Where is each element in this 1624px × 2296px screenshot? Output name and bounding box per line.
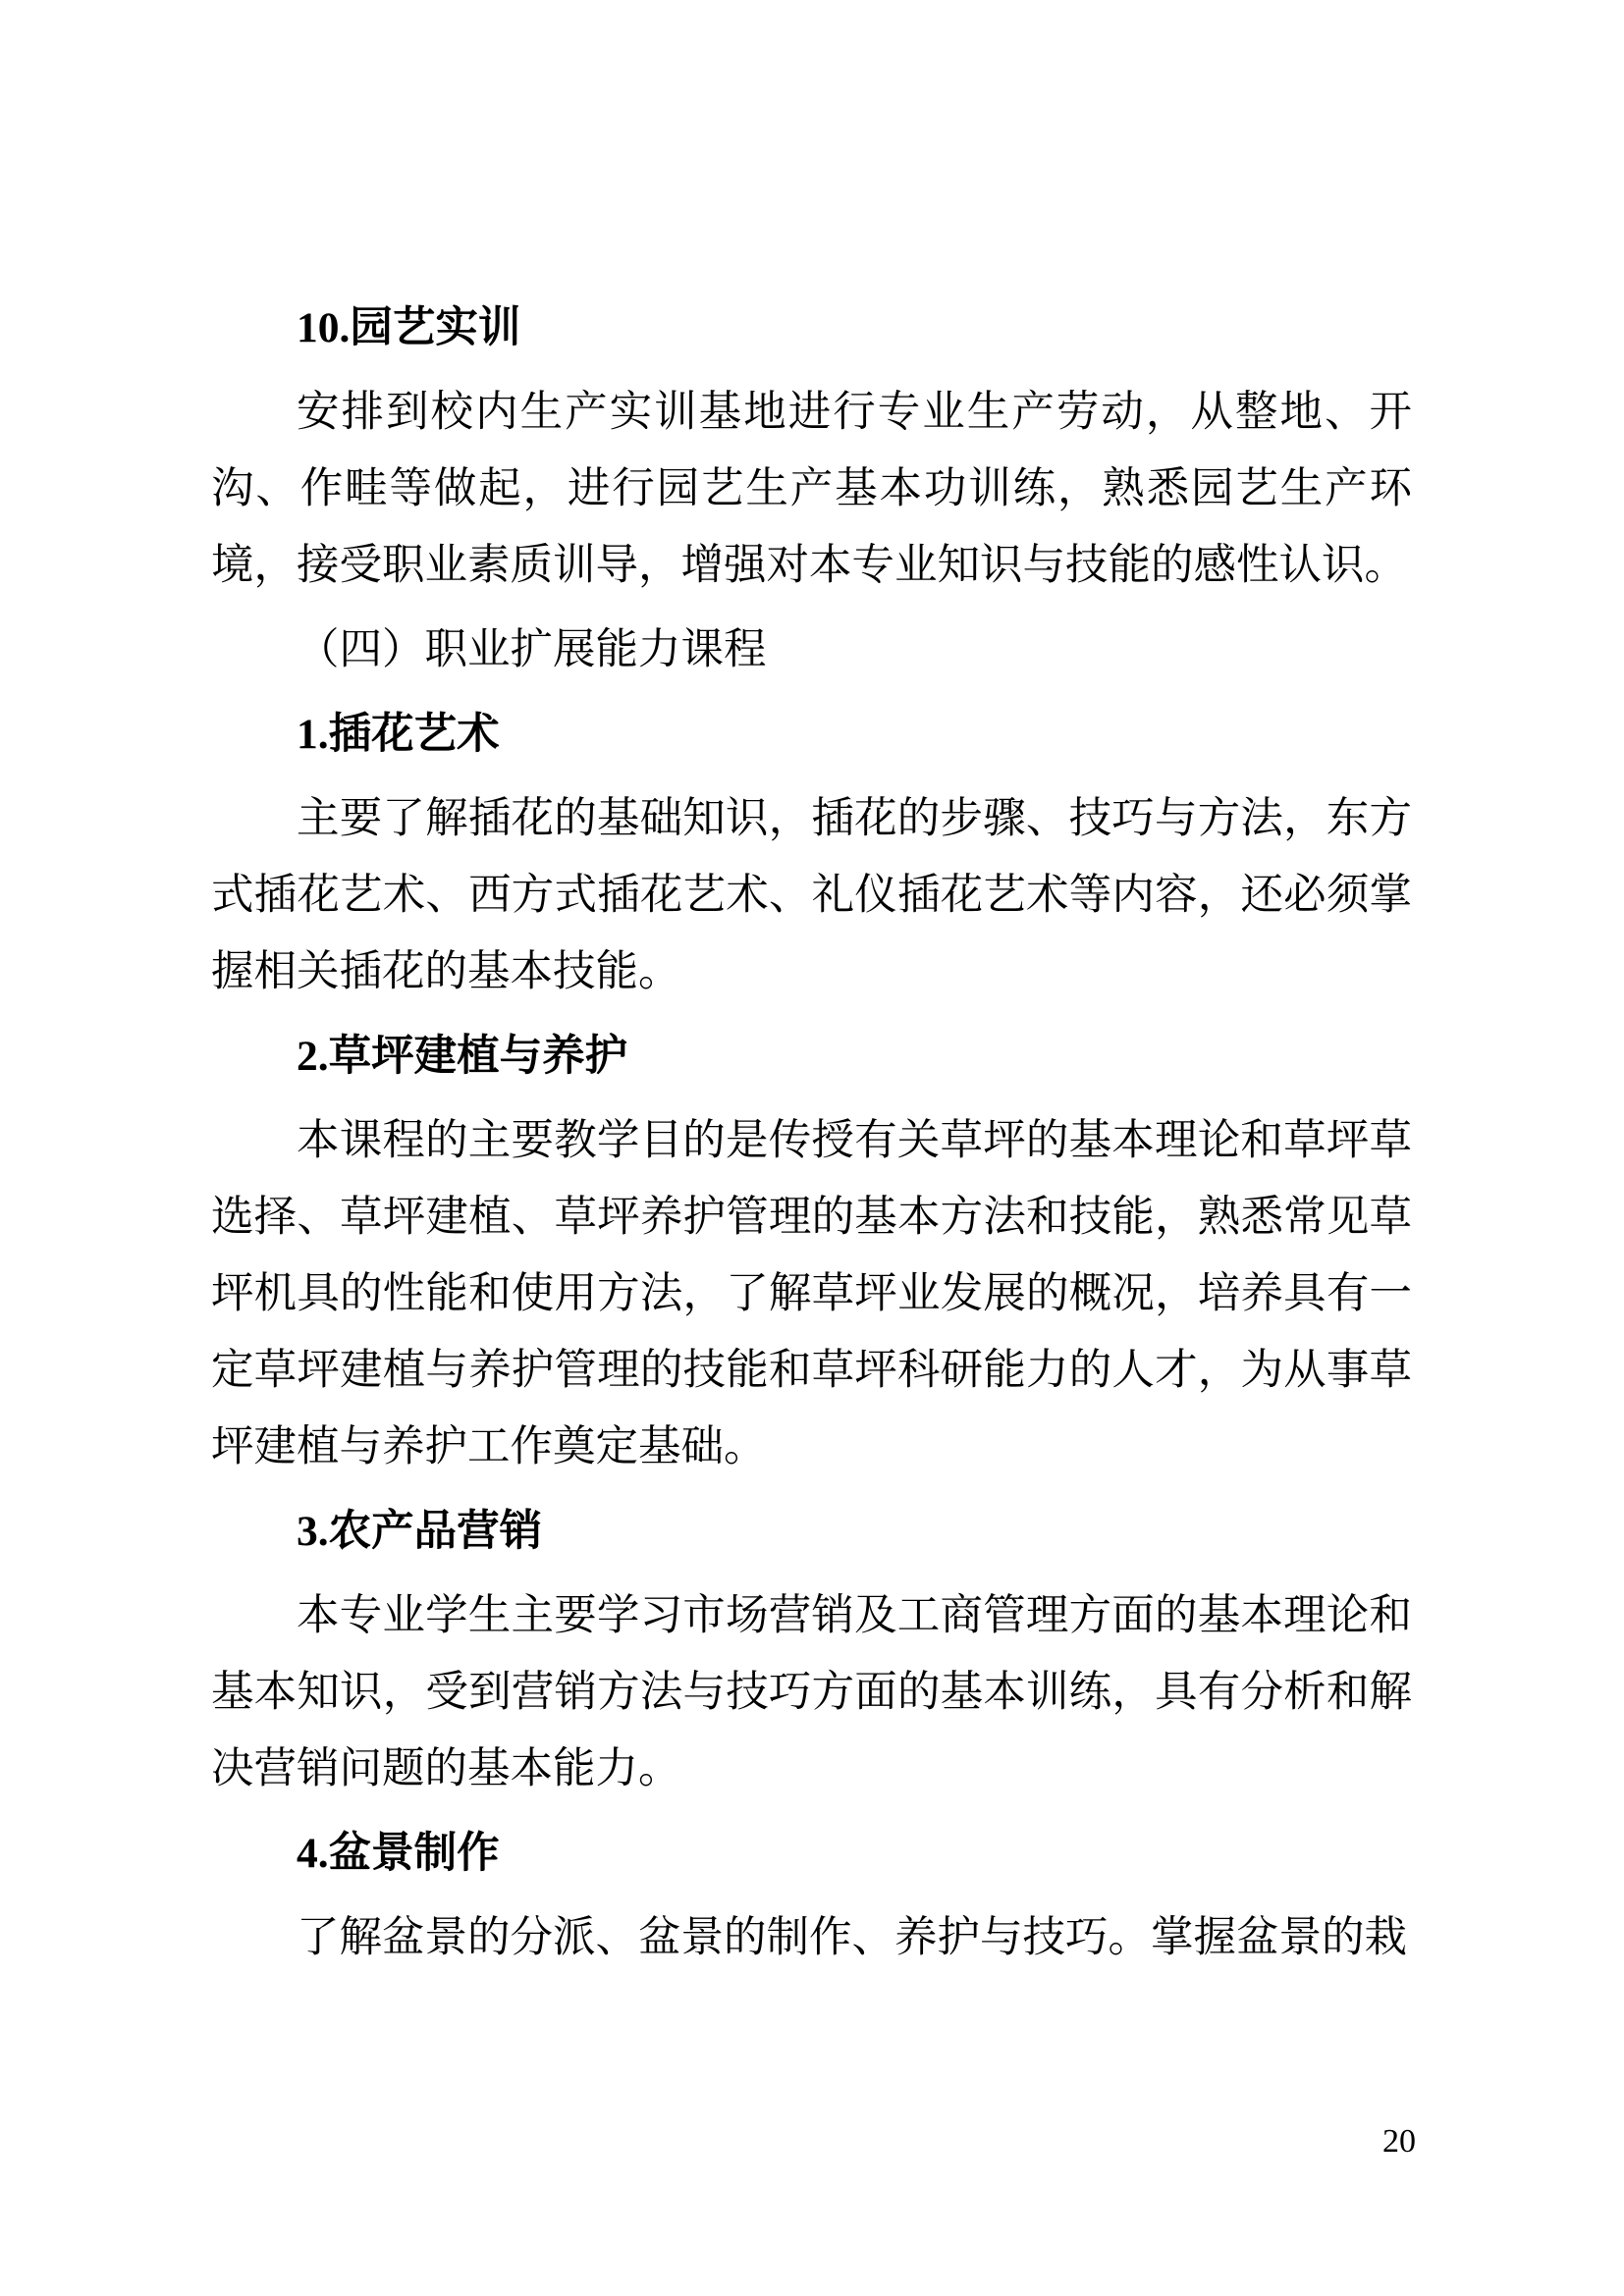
section-heading-10-gardening-practice: 10.园艺实训	[297, 304, 521, 351]
section-heading-2-lawn-care: 2.草坪建植与养护	[297, 1033, 628, 1080]
paragraph-bonsai-making: 了解盆景的分派、盆景的制作、养护与技巧。掌握盆景的栽	[297, 1914, 1407, 1961]
paragraph-agri-marketing: 本专业学生主要学习市场营销及工商管理方面的基本理论和基本知识，受到营销方法与技巧方面的基本训练，具有分析和解决营销问题的基本能力。	[211, 1592, 1412, 1792]
page-number: 20	[1382, 2123, 1416, 2160]
subsection-heading-4-career-extension: （四）职业扩展能力课程	[297, 626, 767, 673]
document-body	[211, 282, 1412, 1976]
paragraph-lawn-care: 本课程的主要教学目的是传授有关草坪的基本理论和草坪草选择、草坪建植、草坪养护管理的基本方法和技能，熟悉常见草坪机具的性能和使用方法，了解草坪业发展的概况，培养具有一定草坪建植与养护管理的技能和草坪科研能力的人才，为从事草坪建植与养护工作奠定基础。	[211, 1117, 1412, 1470]
section-heading-1-flower-arrangement: 1.插花艺术	[297, 711, 500, 758]
section-heading-3-agri-marketing: 3.农产品营销	[297, 1508, 543, 1555]
paragraph-gardening-practice: 安排到校内生产实训基地进行专业生产劳动，从整地、开沟、作畦等做起，进行园艺生产基本功训练，熟悉园艺生产环境，接受职业素质训导，增强对本专业知识与技能的感性认识。	[211, 389, 1412, 589]
paragraph-flower-arrangement: 主要了解插花的基础知识，插花的步骤、技巧与方法，东方式插花艺术、西方式插花艺术、礼仪插花艺术等内容，还必须掌握相关插花的基本技能。	[211, 795, 1412, 995]
section-heading-4-bonsai-making: 4.盆景制作	[297, 1830, 500, 1877]
